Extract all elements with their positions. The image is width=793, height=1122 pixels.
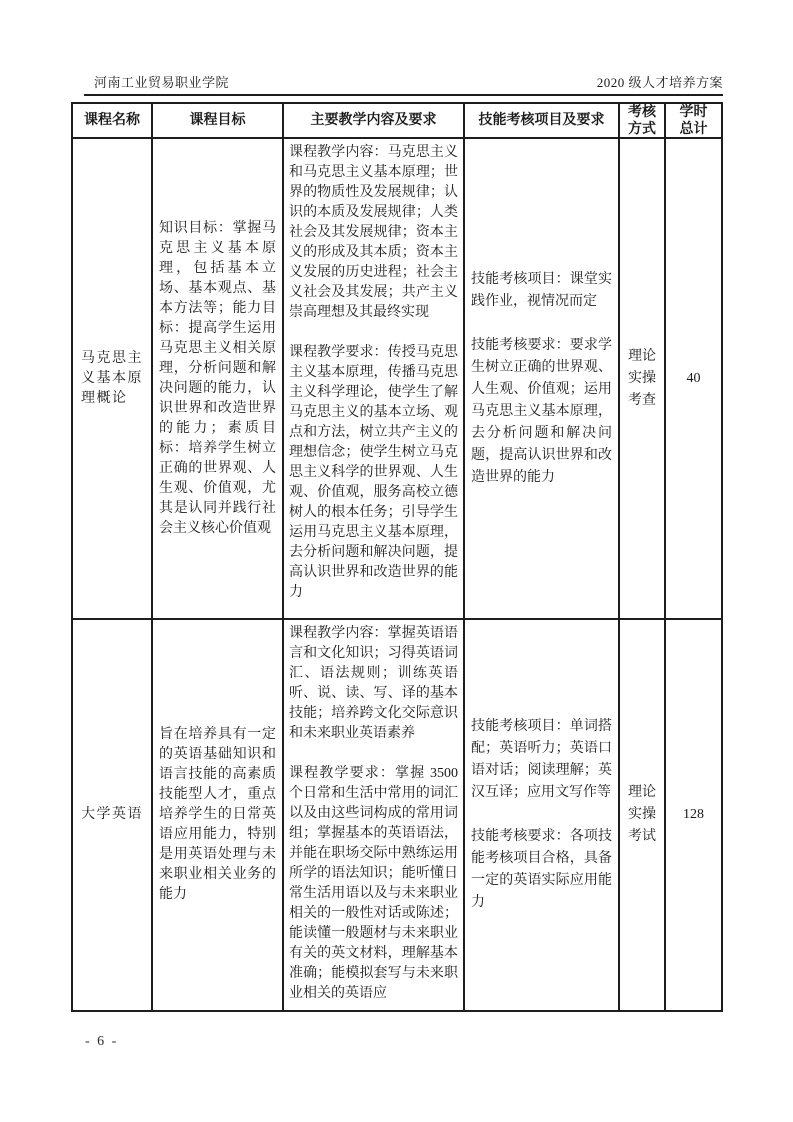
assessment-method-cell (620, 620, 666, 1010)
total-hours: 128 (683, 807, 704, 822)
column-header-label: 考核方式 (628, 104, 656, 137)
skill-assessment-text (471, 716, 612, 914)
assessment-method: 理论实操考试 (628, 785, 656, 844)
course-objectives-cell (153, 139, 284, 620)
teaching-content-cell (284, 620, 465, 1010)
course-table (71, 102, 723, 1012)
course-objectives-text: 旨在培养具有一定的英语基础知识和语言技能的高素质技能型人才，重点培养学生的日常英语应用能力，特别是用英语处理与未来职业相关业务的能力 (159, 727, 276, 902)
course-objectives-cell (153, 620, 284, 1010)
page-header-plan-title: 2020 级人才培养方案 (596, 75, 723, 90)
teaching-content-text (289, 143, 458, 603)
column-header-label: 课程目标 (189, 113, 246, 128)
column-header-course-objectives (153, 104, 284, 139)
course-name-cell (73, 139, 153, 620)
total-hours-cell (666, 620, 721, 1010)
teaching-content-paragraph: 课程教学内容：马克思主义和马克思主义基本原理；世界的物质性及发展规律；认识的本质及发展规律；人类社会及其发展规律；资本主义的形成及其本质；资本主义发展的历史进程；社会主义社会及其发展；共产主义崇高理想及其最终实现 (289, 145, 458, 320)
page-number: - 6 - (85, 1034, 119, 1049)
skill-assessment-cell (465, 620, 620, 1010)
column-header-skill-assessment (465, 104, 620, 139)
column-header-course-name (73, 104, 153, 139)
course-objectives-text: 知识目标：掌握马克思主义基本原理，包括基本立场、基本观点、基本方法等；能力目标：提高学生运用马克思主义相关原理，分析问题和解决问题的能力，认识世界和改造世界的能力；素质目标：培养学生树立正确的世界观、人生观、价值观，尤其是认同并践行社会主义核心价值观 (159, 220, 276, 536)
column-header-assessment-method (620, 104, 666, 139)
assessment-project-paragraph: 技能考核项目：单词搭配；英语听力；英语口语对话；阅读理解；英汉互译；应用文写作等 (471, 719, 612, 800)
total-hours-cell (666, 139, 721, 620)
header-rule (84, 94, 723, 96)
column-header-total-hours (666, 104, 721, 139)
total-hours: 40 (686, 370, 701, 386)
teaching-content-cell (284, 139, 465, 620)
column-header-label: 主要教学内容及要求 (310, 113, 437, 128)
assessment-method-cell (620, 139, 666, 620)
teaching-requirements-paragraph: 课程教学要求：掌握 3500 个日常和生活中常用的词汇以及由这些词构成的常用词组；掌握基本的英语语法，并能在职场交际中熟练运用所学的语法知识；能听懂日常生活用语以及与未来职业相关的一般性对话或陈述；能读懂一般题材与未来职业有关的英文材料，理解基本准确；能模拟套写与未来职业相关的英语应 (289, 766, 458, 1001)
assessment-requirements-paragraph: 技能考核要求：各项技能考核项目合格，具备一定的英语实际应用能力 (471, 829, 612, 910)
course-name-cell (73, 620, 153, 1010)
column-header-label: 学时总计 (679, 104, 708, 137)
teaching-requirements-paragraph: 课程教学要求：传授马克思主义基本原理，传播马克思主义科学理论，使学生了解马克思主义的基本立场、观点和方法，树立共产主义的理想信念；使学生树立马克思主义科学的世界观、人生观、价值观，服务高校立德树人的根本任务；引导学生运用马克思主义基本原理，去分析问题和解决问题，提高认识世界和改造世界的能力 (289, 345, 458, 600)
assessment-project-paragraph: 技能考核项目：课堂实践作业，视情况而定 (471, 271, 612, 309)
skill-assessment-cell (465, 139, 620, 620)
assessment-requirements-paragraph: 技能考核要求：要求学生树立正确的世界观、人生观、价值观；运用马克思主义基本原理，去分析问题和解决问题，提高认识世界和改造世界的能力 (471, 337, 612, 485)
course-name: 大学英语 (81, 807, 143, 822)
teaching-content-text (289, 624, 458, 1004)
column-header-label: 课程名称 (84, 113, 140, 128)
page-header-school-name: 河南工业贸易职业学院 (94, 75, 230, 90)
assessment-method: 理论实操考查 (628, 348, 656, 408)
column-header-teaching-content (284, 104, 465, 139)
teaching-content-paragraph: 课程教学内容：掌握英语语言和文化知识；习得英语词汇、语法规则；训练英语听、说、读、写、译的基本技能；培养跨文化交际意识和未来职业英语素养 (289, 626, 458, 741)
skill-assessment-text (471, 269, 612, 489)
column-header-label: 技能考核项目及要求 (478, 113, 605, 128)
course-name: 马克思主义基本原理概论 (81, 350, 143, 406)
